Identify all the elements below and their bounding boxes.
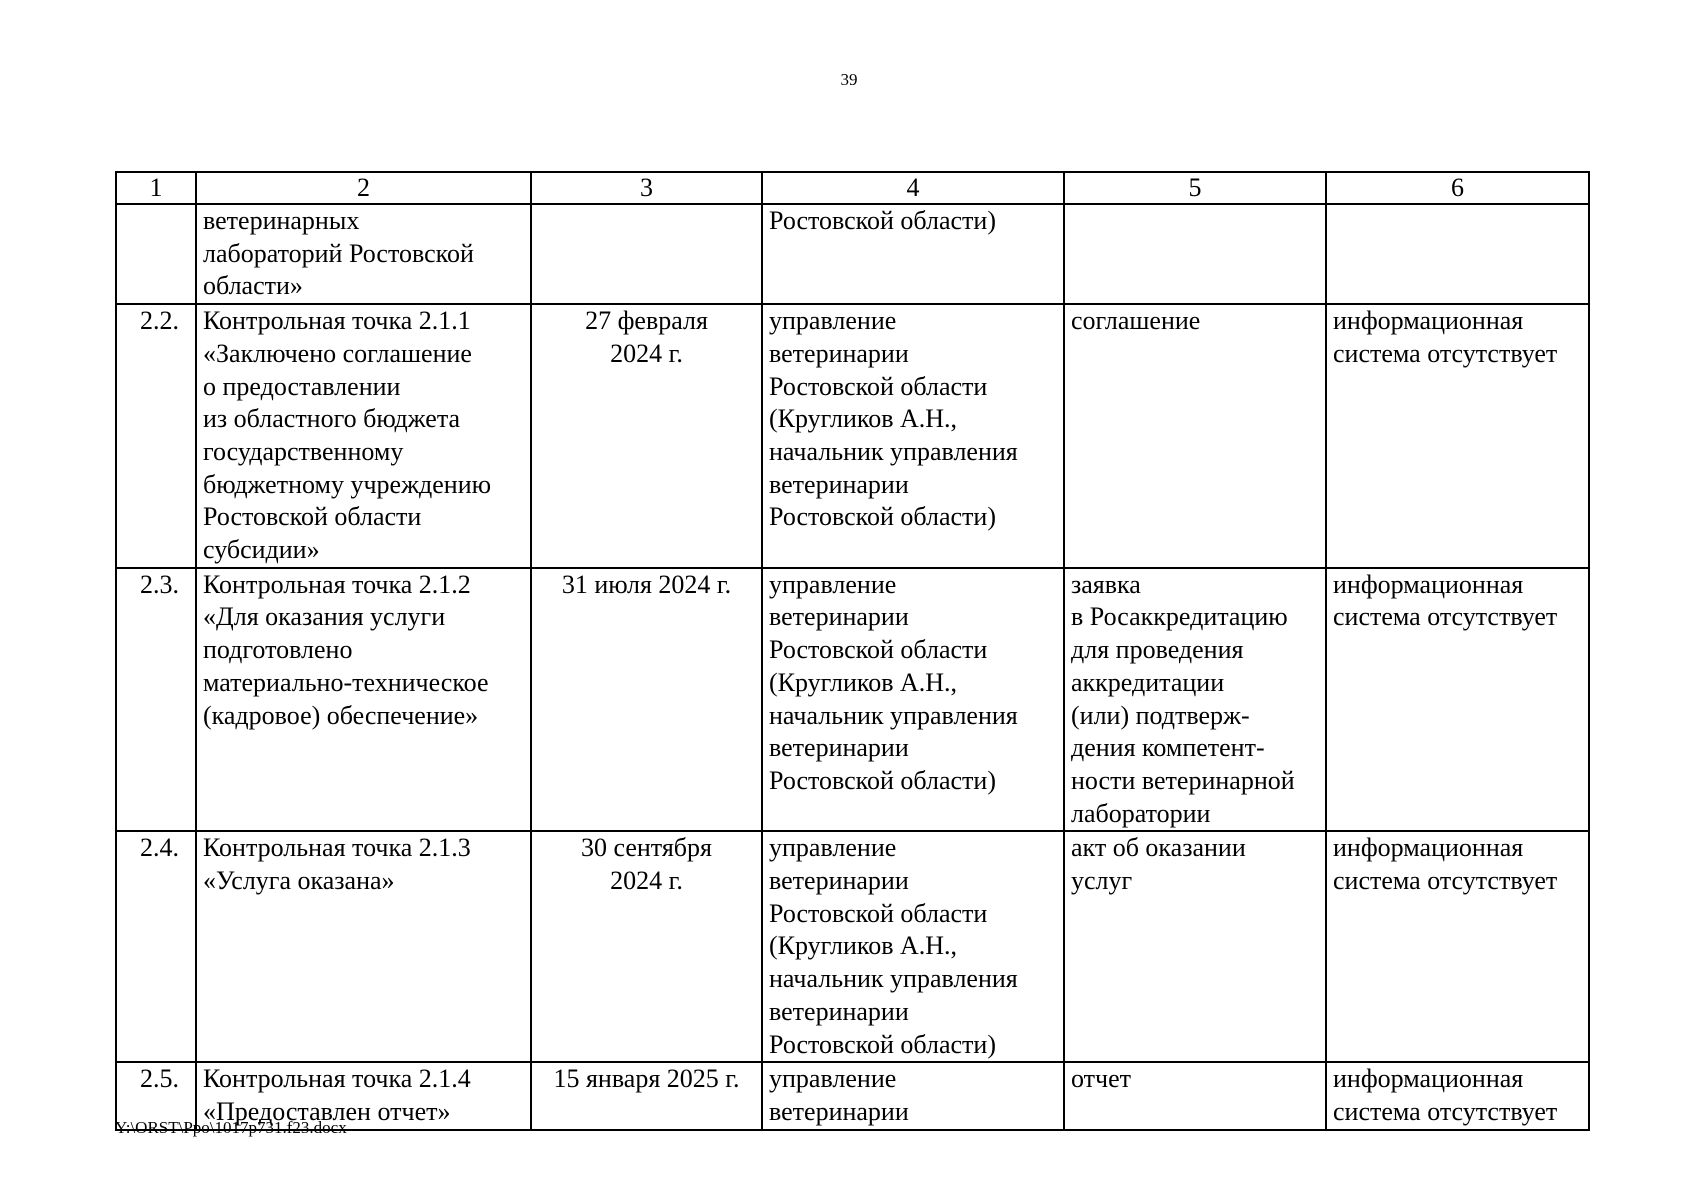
responsible-line: управление bbox=[769, 306, 897, 336]
title-line: Контрольная точка 2.1.3 bbox=[203, 833, 471, 863]
date-line: 15 января 2025 г. bbox=[553, 1064, 740, 1094]
responsible-line: (Кругликов А.Н., bbox=[769, 667, 958, 697]
table-header-row bbox=[116, 172, 1589, 204]
document-line: аккредитации bbox=[1071, 667, 1225, 697]
column-header-1: 1 bbox=[116, 172, 196, 204]
cell-document bbox=[1064, 831, 1326, 1062]
cell-date bbox=[531, 831, 762, 1062]
title-line: «Услуга оказана» bbox=[203, 866, 395, 896]
cell-responsible bbox=[762, 204, 1064, 304]
table-row bbox=[116, 568, 1589, 832]
responsible-line: ветеринарии bbox=[769, 733, 909, 763]
title-line: «Предоставлен отчет» bbox=[203, 1096, 451, 1126]
responsible-line: ветеринарии bbox=[769, 1096, 909, 1126]
cell-title bbox=[196, 568, 531, 832]
title-line: о предоставлении bbox=[203, 371, 401, 401]
table-row-continued bbox=[116, 204, 1589, 304]
cell-number: 2.4. bbox=[116, 831, 196, 1062]
cell-responsible bbox=[762, 304, 1064, 568]
cell-number: 2.2. bbox=[116, 304, 196, 568]
date-line: 27 февраля bbox=[585, 306, 708, 336]
title-line: области» bbox=[203, 271, 303, 301]
date-line: 2024 г. bbox=[610, 866, 683, 896]
responsible-line: Ростовской области) bbox=[769, 1029, 996, 1059]
responsible-line: Ростовской области bbox=[769, 635, 988, 665]
cell-document bbox=[1064, 304, 1326, 568]
document-line: лаборатории bbox=[1071, 798, 1211, 828]
column-header-5: 5 bbox=[1064, 172, 1326, 204]
page-number: 39 bbox=[840, 70, 858, 89]
cell-date bbox=[531, 204, 762, 304]
column-header-2: 2 bbox=[196, 172, 531, 204]
responsible-line: (Кругликов А.Н., bbox=[769, 931, 958, 961]
title-line: материально-техническое bbox=[203, 667, 489, 697]
cell-number: 2.5. bbox=[116, 1062, 196, 1129]
responsible-line: начальник управления bbox=[769, 964, 1018, 994]
document-line: соглашение bbox=[1071, 306, 1201, 336]
title-line: «Заключено соглашение bbox=[203, 338, 472, 368]
title-line: ветеринарных bbox=[203, 206, 360, 235]
document-line: ности ветеринарной bbox=[1071, 765, 1295, 795]
responsible-line: управление bbox=[769, 569, 897, 599]
document-line: отчет bbox=[1071, 1064, 1131, 1094]
document-line: заявка bbox=[1071, 569, 1141, 599]
cell-responsible bbox=[762, 568, 1064, 832]
responsible-line: начальник управления bbox=[769, 436, 1018, 466]
title-line: бюджетному учреждению bbox=[203, 469, 492, 499]
responsible-line: Ростовской области bbox=[769, 898, 988, 928]
column-header-6: 6 bbox=[1326, 172, 1589, 204]
title-line: субсидии» bbox=[203, 535, 320, 565]
control-points-table bbox=[115, 171, 1590, 1131]
title-line: (кадровое) обеспечение» bbox=[203, 700, 479, 730]
cell-system bbox=[1326, 1062, 1589, 1129]
table-row bbox=[116, 304, 1589, 568]
cell-number bbox=[116, 204, 196, 304]
document-line: услуг bbox=[1071, 866, 1133, 896]
title-line: государственному bbox=[203, 436, 404, 466]
cell-title bbox=[196, 204, 531, 304]
responsible-line: Ростовской области) bbox=[769, 502, 996, 532]
title-line: Контрольная точка 2.1.1 bbox=[203, 306, 471, 336]
responsible-line: ветеринарии bbox=[769, 338, 909, 368]
cell-system bbox=[1326, 568, 1589, 832]
responsible-line: управление bbox=[769, 1064, 897, 1094]
date-line: 30 сентября bbox=[581, 833, 712, 863]
responsible-line: управление bbox=[769, 833, 897, 863]
document-line: для проведения bbox=[1071, 635, 1244, 665]
cell-date bbox=[531, 568, 762, 832]
document-line: дения компетент- bbox=[1071, 733, 1265, 763]
system-line: информационная bbox=[1333, 1064, 1524, 1094]
responsible-line: ветеринарии bbox=[769, 866, 909, 896]
cell-document bbox=[1064, 204, 1326, 304]
document-line: в Росаккредитацию bbox=[1071, 602, 1288, 632]
system-line: информационная bbox=[1333, 569, 1524, 599]
responsible-line: ветеринарии bbox=[769, 996, 909, 1026]
responsible-line: ветеринарии bbox=[769, 602, 909, 632]
cell-document bbox=[1064, 1062, 1326, 1129]
title-line: «Для оказания услуги bbox=[203, 602, 446, 632]
cell-responsible bbox=[762, 1062, 1064, 1129]
title-line: лабораторий Ростовской bbox=[203, 238, 474, 268]
responsible-line: Ростовской области) bbox=[769, 206, 996, 235]
title-line: подготовлено bbox=[203, 635, 353, 665]
document-line: акт об оказании bbox=[1071, 833, 1246, 863]
system-line: система отсутствует bbox=[1333, 602, 1558, 632]
system-line: система отсутствует bbox=[1333, 338, 1558, 368]
footer-file-path: Y:\ORST\Ppo\1017p731.f23.docx bbox=[115, 1118, 347, 1137]
title-line: Ростовской области bbox=[203, 502, 422, 532]
date-line: 31 июля 2024 г. bbox=[561, 569, 732, 599]
title-line: Контрольная точка 2.1.2 bbox=[203, 569, 471, 599]
column-header-4: 4 bbox=[762, 172, 1064, 204]
responsible-line: (Кругликов А.Н., bbox=[769, 404, 958, 434]
system-line: система отсутствует bbox=[1333, 866, 1558, 896]
system-line: информационная bbox=[1333, 306, 1524, 336]
responsible-line: начальник управления bbox=[769, 700, 1018, 730]
system-line: система отсутствует bbox=[1333, 1096, 1558, 1126]
title-line: Контрольная точка 2.1.4 bbox=[203, 1064, 471, 1094]
responsible-line: Ростовской области) bbox=[769, 765, 996, 795]
cell-title bbox=[196, 831, 531, 1062]
document-line: (или) подтверж- bbox=[1071, 700, 1250, 730]
cell-responsible bbox=[762, 831, 1064, 1062]
cell-title bbox=[196, 304, 531, 568]
system-line: информационная bbox=[1333, 833, 1524, 863]
cell-system bbox=[1326, 204, 1589, 304]
cell-number: 2.3. bbox=[116, 568, 196, 832]
cell-date bbox=[531, 1062, 762, 1129]
cell-system bbox=[1326, 831, 1589, 1062]
table-row bbox=[116, 831, 1589, 1062]
column-header-3: 3 bbox=[531, 172, 762, 204]
cell-date bbox=[531, 304, 762, 568]
cell-document bbox=[1064, 568, 1326, 832]
cell-system bbox=[1326, 304, 1589, 568]
responsible-line: ветеринарии bbox=[769, 469, 909, 499]
date-line: 2024 г. bbox=[610, 338, 683, 368]
responsible-line: Ростовской области bbox=[769, 371, 988, 401]
title-line: из областного бюджета bbox=[203, 404, 461, 434]
